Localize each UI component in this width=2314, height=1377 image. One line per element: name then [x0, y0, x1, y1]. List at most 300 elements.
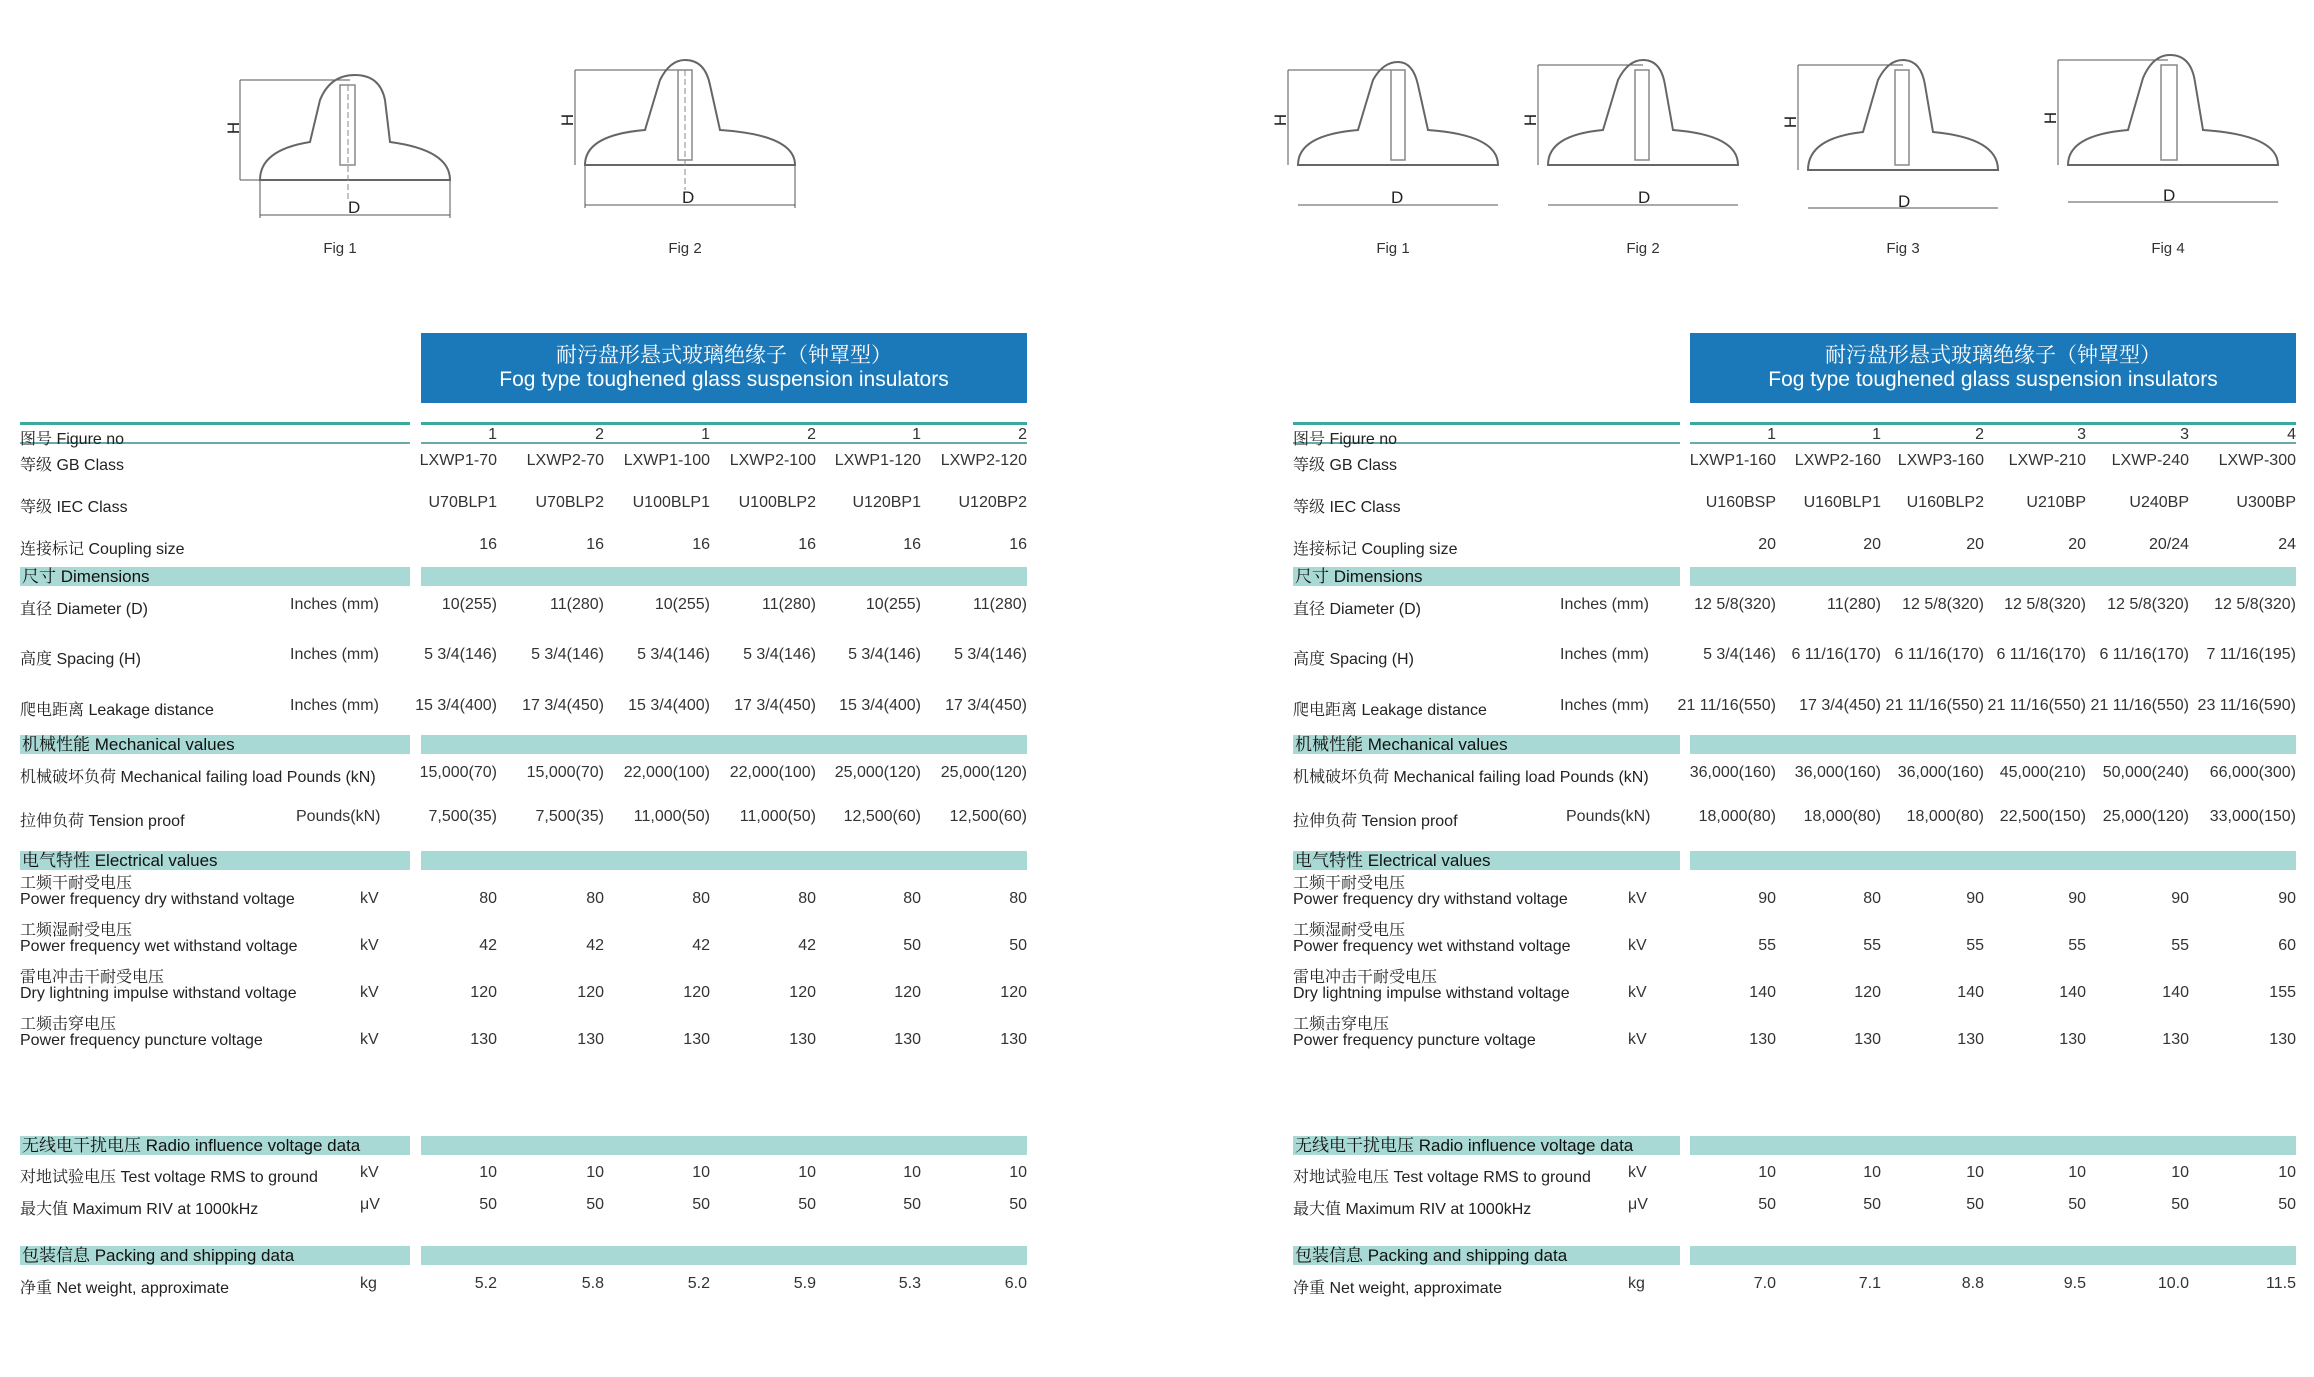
- row-label: [1293, 1017, 1536, 1049]
- table-cell: 45,000(210): [1999, 764, 2086, 781]
- row-label-cn: 工频湿耐受电压: [1293, 922, 1406, 939]
- table-cell: 2: [807, 426, 816, 443]
- table-cell: 8.8: [1961, 1275, 1984, 1292]
- row-label: 等级 IEC Class: [1293, 499, 1401, 516]
- table-cell: 10: [798, 1164, 816, 1181]
- table-cell: 20: [1863, 536, 1881, 553]
- table-cell: 130: [577, 1031, 604, 1048]
- row-unit: kV: [1628, 890, 1647, 907]
- row-label: 等级 GB Class: [1293, 457, 1398, 474]
- table-row: [0, 922, 1027, 963]
- table-cell: U100BLP1: [632, 494, 710, 511]
- row-unit: kV: [1628, 984, 1647, 1001]
- row-label: 连接标记 Coupling size: [20, 541, 185, 558]
- table-cell: 16: [586, 536, 604, 553]
- table-row: [1273, 1196, 2296, 1222]
- table-cell: 3: [2180, 426, 2189, 443]
- row-unit: kV: [360, 937, 379, 954]
- row-label: 图号 Figure no: [1293, 431, 1398, 448]
- table-cell: 130: [470, 1031, 497, 1048]
- table-row: [0, 536, 1027, 562]
- table-cell: 25,000(120): [940, 764, 1027, 781]
- table-cell: 42: [479, 937, 497, 954]
- table-cell: 10(255): [865, 596, 921, 613]
- table-row: [1273, 596, 2296, 622]
- table-cell: 140: [1957, 984, 1984, 1001]
- table-cell: 17 3/4(450): [734, 697, 816, 714]
- table-cell: 18,000(80): [1698, 808, 1776, 825]
- table-cell: 140: [1749, 984, 1776, 1001]
- table-cell: LXWP1-120: [834, 452, 921, 469]
- table-cell: 42: [692, 937, 710, 954]
- table-cell: 2: [1975, 426, 1984, 443]
- table-cell: 50: [1863, 1196, 1881, 1213]
- table-cell: 12 5/8(320): [2107, 596, 2189, 613]
- table-cell: 120: [1854, 984, 1881, 1001]
- table-cell: 90: [2278, 890, 2296, 907]
- row-label: [20, 970, 297, 1002]
- table-row: [0, 808, 1027, 834]
- section-band: [1690, 851, 2296, 870]
- table-cell: 16: [1009, 536, 1027, 553]
- table-cell: 12 5/8(320): [2004, 596, 2086, 613]
- row-unit: Inches (mm): [290, 596, 379, 613]
- table-cell: 5 3/4(146): [743, 646, 816, 663]
- row-label-en: Power frequency puncture voltage: [1293, 1032, 1536, 1049]
- table-cell: 55: [2068, 937, 2086, 954]
- table-cell: LXWP-240: [2111, 452, 2189, 469]
- header-rule: [421, 422, 1027, 425]
- row-label-en: Dry lightning impulse withstand voltage: [1293, 985, 1570, 1002]
- row-label: 拉伸负荷 Tension proof: [1293, 813, 1458, 830]
- table-cell: 42: [798, 937, 816, 954]
- row-label: 连接标记 Coupling size: [1293, 541, 1458, 558]
- table-cell: 10: [2278, 1164, 2296, 1181]
- table-row: [0, 596, 1027, 622]
- table-cell: U70BLP2: [535, 494, 604, 511]
- fig-caption: Fig 4: [2151, 240, 2185, 257]
- table-row: [1273, 922, 2296, 963]
- table-row: [1273, 426, 2296, 452]
- table-cell: 1: [1872, 426, 1881, 443]
- table-cell: 155: [2269, 984, 2296, 1001]
- right-fig-2: [1521, 40, 1763, 257]
- table-cell: 24: [2278, 536, 2296, 553]
- row-label-cn: 工频湿耐受电压: [20, 922, 133, 939]
- table-cell: 10: [479, 1164, 497, 1181]
- table-cell: 10: [903, 1164, 921, 1181]
- table-title: [421, 333, 1027, 403]
- table-cell: 140: [2059, 984, 2086, 1001]
- table-cell: LXWP2-70: [526, 452, 604, 469]
- table-row: [0, 452, 1027, 478]
- table-cell: 10(255): [441, 596, 497, 613]
- row-unit: kV: [360, 1164, 379, 1181]
- row-label: 图号 Figure no: [20, 431, 125, 448]
- row-unit: kV: [1628, 937, 1647, 954]
- row-label-cn: 工频干耐受电压: [20, 875, 133, 892]
- table-cell: LXWP3-160: [1897, 452, 1984, 469]
- height-letter: H: [1271, 113, 1291, 127]
- left-panel: [0, 0, 1040, 1377]
- table-cell: 10: [586, 1164, 604, 1181]
- header-rule: [20, 422, 410, 425]
- table-cell: 20: [1966, 536, 1984, 553]
- table-cell: 21 11/16(550): [1885, 697, 1984, 714]
- row-unit: Pounds(kN): [1566, 808, 1651, 825]
- table-cell: 22,000(100): [729, 764, 816, 781]
- table-cell: 130: [2269, 1031, 2296, 1048]
- section-band: [421, 1246, 1027, 1265]
- table-cell: 80: [1009, 890, 1027, 907]
- table-cell: 5 3/4(146): [848, 646, 921, 663]
- table-cell: 11(280): [973, 596, 1027, 613]
- table-cell: 55: [2171, 937, 2189, 954]
- table-cell: 60: [2278, 937, 2296, 954]
- row-label: 对地试验电压 Test voltage RMS to ground: [1293, 1169, 1591, 1186]
- right-panel: [1273, 0, 2314, 1377]
- header-rule: [1293, 422, 1680, 425]
- title-cn: 耐污盘形悬式玻璃绝缘子（钟罩型）: [556, 344, 892, 367]
- table-cell: 80: [1863, 890, 1881, 907]
- table-cell: 2: [1018, 426, 1027, 443]
- table-cell: 80: [479, 890, 497, 907]
- row-unit: kg: [1628, 1275, 1645, 1292]
- diameter-letter: D: [1638, 188, 1651, 207]
- table-cell: 55: [1758, 937, 1776, 954]
- row-label-cn: 雷电冲击干耐受电压: [20, 969, 165, 986]
- table-cell: 10: [1863, 1164, 1881, 1181]
- table-cell: 140: [2162, 984, 2189, 1001]
- table-cell: 20/24: [2148, 536, 2189, 553]
- table-cell: 7.0: [1753, 1275, 1776, 1292]
- table-cell: 5 3/4(146): [424, 646, 497, 663]
- height-letter: H: [1521, 113, 1541, 127]
- row-label-cn: 工频击穿电压: [20, 1016, 117, 1033]
- table-cell: 50: [586, 1196, 604, 1213]
- table-cell: 11,000(50): [633, 808, 710, 825]
- row-label: 净重 Net weight, approximate: [20, 1280, 229, 1297]
- table-cell: 5 3/4(146): [637, 646, 710, 663]
- table-cell: 90: [2068, 890, 2086, 907]
- table-cell: LXWP1-70: [419, 452, 497, 469]
- table-cell: 10.0: [2157, 1275, 2189, 1292]
- table-cell: 5.9: [793, 1275, 816, 1292]
- table-cell: 50: [903, 1196, 921, 1213]
- table-cell: U160BLP2: [1906, 494, 1984, 511]
- table-row: [0, 426, 1027, 452]
- table-cell: 10: [2171, 1164, 2189, 1181]
- section-band: [1690, 1136, 2296, 1155]
- table-cell: 120: [577, 984, 604, 1001]
- table-row: [1273, 646, 2296, 672]
- table-row: [0, 697, 1027, 723]
- table-cell: 21 11/16(550): [1677, 697, 1776, 714]
- section-label: 包装信息 Packing and shipping data: [1295, 1246, 1568, 1265]
- table-cell: 80: [903, 890, 921, 907]
- table-cell: 50: [692, 1196, 710, 1213]
- table-cell: 50: [1009, 1196, 1027, 1213]
- section-band: [421, 735, 1027, 754]
- table-cell: 50,000(240): [2102, 764, 2189, 781]
- table-cell: 22,000(100): [623, 764, 710, 781]
- table-cell: 90: [2171, 890, 2189, 907]
- table-cell: 21 11/16(550): [2090, 697, 2189, 714]
- header-rule: [1690, 422, 2296, 425]
- table-cell: 130: [2162, 1031, 2189, 1048]
- left-fig-2: [558, 40, 810, 257]
- table-cell: 120: [1000, 984, 1027, 1001]
- row-label-en: Power frequency puncture voltage: [20, 1032, 263, 1049]
- table-row: [1273, 452, 2296, 478]
- table-cell: 12 5/8(320): [2214, 596, 2296, 613]
- table-cell: 20: [1758, 536, 1776, 553]
- diameter-letter: D: [1391, 188, 1404, 207]
- row-label: [1293, 876, 1568, 908]
- row-unit: Inches (mm): [290, 646, 379, 663]
- table-row: [1273, 536, 2296, 562]
- row-label-cn: 雷电冲击干耐受电压: [1293, 969, 1438, 986]
- row-label: 直径 Diameter (D): [1293, 601, 1422, 618]
- table-cell: 80: [692, 890, 710, 907]
- table-cell: 5.2: [687, 1275, 710, 1292]
- row-label: 高度 Spacing (H): [1293, 651, 1414, 668]
- row-unit: μV: [360, 1196, 380, 1213]
- table-cell: 5 3/4(146): [954, 646, 1027, 663]
- table-cell: 50: [798, 1196, 816, 1213]
- table-cell: 16: [798, 536, 816, 553]
- table-cell: U210BP: [2026, 494, 2086, 511]
- table-cell: LXWP2-160: [1794, 452, 1881, 469]
- table-cell: 10: [1758, 1164, 1776, 1181]
- row-unit: Inches (mm): [290, 697, 379, 714]
- table-row: [1273, 494, 2296, 520]
- table-cell: 36,000(160): [1897, 764, 1984, 781]
- height-letter: H: [1781, 115, 1801, 129]
- table-cell: 5 3/4(146): [1703, 646, 1776, 663]
- section-label: 尺寸 Dimensions: [22, 567, 150, 586]
- table-cell: 6.0: [1004, 1275, 1027, 1292]
- row-unit: kV: [360, 890, 379, 907]
- table-cell: 25,000(120): [2102, 808, 2189, 825]
- table-cell: 10: [692, 1164, 710, 1181]
- section-band: [421, 1136, 1027, 1155]
- table-cell: 80: [798, 890, 816, 907]
- fig-caption: Fig 2: [1626, 240, 1660, 257]
- table-cell: 5.2: [474, 1275, 497, 1292]
- table-cell: LXWP2-120: [940, 452, 1027, 469]
- table-cell: 15 3/4(400): [415, 697, 497, 714]
- row-label: 等级 GB Class: [20, 457, 125, 474]
- table-cell: 1: [912, 426, 921, 443]
- row-unit: Inches (mm): [1560, 646, 1649, 663]
- table-cell: U160BLP1: [1803, 494, 1881, 511]
- table-cell: 90: [1966, 890, 1984, 907]
- row-label: 机械破坏负荷 Mechanical failing load Pounds (kN): [20, 769, 376, 786]
- table-cell: 50: [1758, 1196, 1776, 1213]
- table-row: [1273, 969, 2296, 1010]
- table-cell: LXWP1-160: [1689, 452, 1776, 469]
- row-label: [1293, 923, 1570, 955]
- row-unit: μV: [1628, 1196, 1648, 1213]
- table-row: [0, 1196, 1027, 1222]
- table-cell: 6 11/16(170): [1791, 646, 1881, 663]
- section-label: 尺寸 Dimensions: [1295, 567, 1423, 586]
- table-cell: 11,000(50): [739, 808, 816, 825]
- section-band: [421, 851, 1027, 870]
- table-cell: 130: [683, 1031, 710, 1048]
- table-cell: 66,000(300): [2209, 764, 2296, 781]
- row-label: [20, 923, 297, 955]
- table-cell: U70BLP1: [428, 494, 497, 511]
- table-cell: 10(255): [654, 596, 710, 613]
- table-cell: 5.3: [898, 1275, 921, 1292]
- row-unit: kV: [360, 1031, 379, 1048]
- right-fig-3: [1781, 40, 2023, 257]
- table-cell: 55: [1863, 937, 1881, 954]
- row-unit: kV: [360, 984, 379, 1001]
- table-cell: 9.5: [2063, 1275, 2086, 1292]
- row-label: [20, 1017, 263, 1049]
- fig-caption: Fig 1: [1376, 240, 1410, 257]
- table-row: [1273, 1016, 2296, 1057]
- table-cell: 36,000(160): [1689, 764, 1776, 781]
- row-label: 机械破坏负荷 Mechanical failing load Pounds (kN): [1293, 769, 1649, 786]
- row-label: 净重 Net weight, approximate: [1293, 1280, 1502, 1297]
- section-band: [1690, 567, 2296, 586]
- row-unit: Inches (mm): [1560, 596, 1649, 613]
- row-label: 最大值 Maximum RIV at 1000kHz: [1293, 1201, 1532, 1218]
- row-label-en: Dry lightning impulse withstand voltage: [20, 985, 297, 1002]
- row-label: 直径 Diameter (D): [20, 601, 149, 618]
- section-label: 无线电干扰电压 Radio influence voltage data: [1295, 1136, 1634, 1155]
- table-cell: 11(280): [1827, 596, 1881, 613]
- table-cell: 11(280): [550, 596, 604, 613]
- table-cell: 10: [2068, 1164, 2086, 1181]
- table-cell: 50: [479, 1196, 497, 1213]
- table-cell: 50: [903, 937, 921, 954]
- table-cell: 17 3/4(450): [522, 697, 604, 714]
- left-fig-1: [220, 40, 460, 257]
- table-cell: U120BP2: [958, 494, 1027, 511]
- section-band: [1690, 735, 2296, 754]
- fig-caption: Fig 3: [1886, 240, 1920, 257]
- table-cell: 18,000(80): [1906, 808, 1984, 825]
- table-cell: 130: [1000, 1031, 1027, 1048]
- row-unit: kg: [360, 1275, 377, 1292]
- table-cell: 6 11/16(170): [1996, 646, 2086, 663]
- table-row: [0, 969, 1027, 1010]
- table-cell: 7.1: [1858, 1275, 1881, 1292]
- table-cell: 130: [1749, 1031, 1776, 1048]
- table-cell: 50: [2068, 1196, 2086, 1213]
- table-cell: 2: [595, 426, 604, 443]
- table-cell: U120BP1: [852, 494, 921, 511]
- row-label-en: Power frequency dry withstand voltage: [1293, 891, 1568, 908]
- table-row: [0, 875, 1027, 916]
- table-cell: 33,000(150): [2209, 808, 2296, 825]
- row-label: 爬电距离 Leakage distance: [1293, 702, 1487, 719]
- table-cell: 6 11/16(170): [2099, 646, 2189, 663]
- table-cell: 10: [1966, 1164, 1984, 1181]
- table-cell: 11(280): [762, 596, 816, 613]
- section-label: 无线电干扰电压 Radio influence voltage data: [22, 1136, 361, 1155]
- row-label: 最大值 Maximum RIV at 1000kHz: [20, 1201, 259, 1218]
- diameter-letter: D: [1898, 192, 1911, 211]
- table-cell: 16: [692, 536, 710, 553]
- section-band: [1690, 1246, 2296, 1265]
- table-cell: U240BP: [2129, 494, 2189, 511]
- table-cell: 15,000(70): [526, 764, 604, 781]
- table-cell: 7 11/16(195): [2206, 646, 2296, 663]
- table-cell: 55: [1966, 937, 1984, 954]
- table-cell: LXWP1-100: [623, 452, 710, 469]
- right-fig-1: [1271, 40, 1513, 257]
- table-row: [0, 1016, 1027, 1057]
- row-label-en: Power frequency wet withstand voltage: [1293, 938, 1571, 955]
- diameter-letter: D: [2163, 186, 2176, 205]
- row-label-cn: 工频击穿电压: [1293, 1016, 1390, 1033]
- table-cell: 7,500(35): [535, 808, 604, 825]
- table-cell: 90: [1758, 890, 1776, 907]
- table-cell: 130: [1957, 1031, 1984, 1048]
- table-cell: U100BLP2: [738, 494, 816, 511]
- section-label: 包装信息 Packing and shipping data: [22, 1246, 295, 1265]
- table-row: [0, 494, 1027, 520]
- table-row: [0, 646, 1027, 672]
- table-cell: 12,500(60): [949, 808, 1027, 825]
- table-cell: 130: [1854, 1031, 1881, 1048]
- table-cell: 130: [789, 1031, 816, 1048]
- table-cell: 120: [683, 984, 710, 1001]
- table-row: [1273, 1164, 2296, 1190]
- table-cell: 50: [1009, 937, 1027, 954]
- table-cell: 15,000(70): [419, 764, 497, 781]
- table-cell: 36,000(160): [1794, 764, 1881, 781]
- table-row: [0, 1164, 1027, 1190]
- row-label: [20, 876, 295, 908]
- table-cell: 5.8: [581, 1275, 604, 1292]
- table-cell: 1: [488, 426, 497, 443]
- diameter-letter: D: [682, 188, 695, 207]
- height-letter: H: [2041, 111, 2061, 125]
- section-label: 电气特性 Electrical values: [1295, 851, 1491, 870]
- table-cell: 1: [701, 426, 710, 443]
- table-cell: 16: [479, 536, 497, 553]
- table-cell: 5 3/4(146): [531, 646, 604, 663]
- table-cell: 12 5/8(320): [1902, 596, 1984, 613]
- section-band: [421, 567, 1027, 586]
- table-cell: 23 11/16(590): [2197, 697, 2296, 714]
- table-cell: U300BP: [2236, 494, 2296, 511]
- diameter-letter: D: [348, 198, 361, 217]
- table-cell: 4: [2287, 426, 2296, 443]
- table-cell: 50: [2278, 1196, 2296, 1213]
- table-row: [1273, 808, 2296, 834]
- row-label-en: Power frequency dry withstand voltage: [20, 891, 295, 908]
- row-unit: Pounds(kN): [296, 808, 381, 825]
- table-cell: 7,500(35): [428, 808, 497, 825]
- fig-caption: Fig 1: [323, 240, 357, 257]
- table-cell: 80: [586, 890, 604, 907]
- height-letter: H: [224, 121, 244, 135]
- title-cn: 耐污盘形悬式玻璃绝缘子（钟罩型）: [1825, 344, 2161, 367]
- row-label-cn: 工频干耐受电压: [1293, 875, 1406, 892]
- table-cell: 50: [2171, 1196, 2189, 1213]
- table-cell: 15 3/4(400): [839, 697, 921, 714]
- row-label: 高度 Spacing (H): [20, 651, 141, 668]
- row-label: 爬电距离 Leakage distance: [20, 702, 214, 719]
